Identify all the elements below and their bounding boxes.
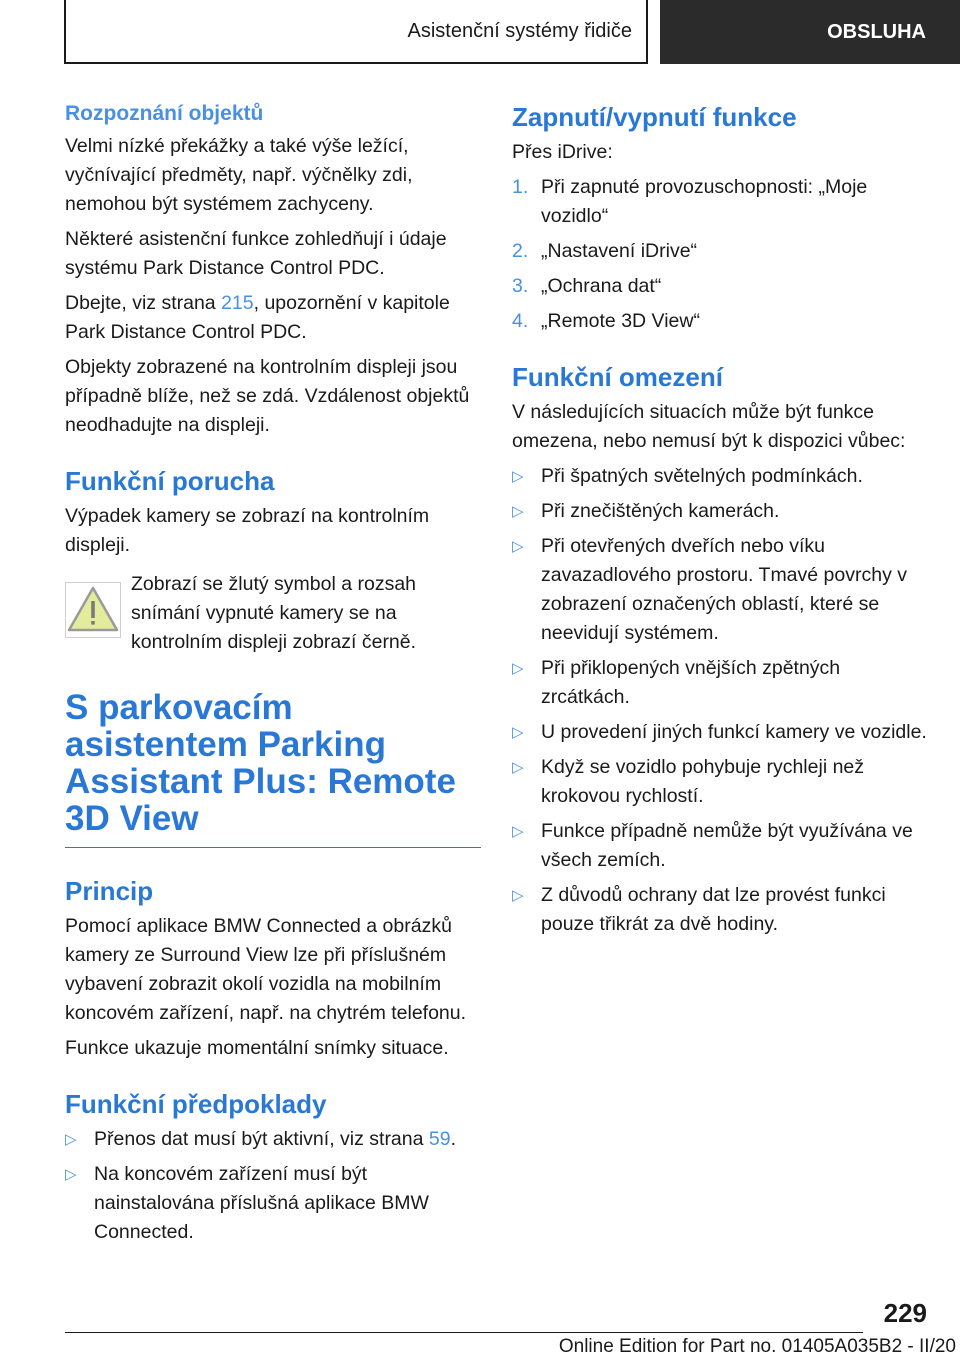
triangle-right-icon: ▷ (512, 660, 524, 677)
text: Přenos dat musí být aktivní, viz strana (94, 1128, 429, 1150)
paragraph: Velmi nízké překážky a také výše ležící, vyčnívající předměty, např. výčnělky zdi, nemohou být systémem zachyceny. (65, 135, 413, 215)
list-item (512, 272, 932, 301)
header-tab-label: OBSLUHA (827, 20, 926, 43)
page-number: 229 (883, 1298, 927, 1328)
heading-zapnuti: Zapnutí/vypnutí funkce (512, 102, 797, 132)
text: . (450, 1128, 457, 1150)
heading-omezeni: Funkční omezení (512, 362, 723, 392)
list-item (512, 307, 932, 336)
right-column (512, 100, 932, 945)
text: Dbejte, viz strana (65, 292, 222, 314)
list-item (512, 173, 932, 231)
warning-text: Zobrazí se žlutý symbol a rozsah snímání vypnuté kamery se na kontrolním displeji zobrazí černě. (131, 573, 417, 653)
triangle-right-icon: ▷ (512, 468, 524, 485)
step-text: Při zapnuté provozuschopnosti: „Moje vozidlo“ (541, 176, 868, 227)
heading-porucha: Funkční porucha (65, 466, 275, 496)
chapter-title: S parkovacím asistentem Parking Assistant Plus: Remote 3D View (65, 689, 481, 848)
prerequisites-list (65, 1125, 481, 1247)
paragraph: Objekty zobrazené na kontrolním displeji jsou případně blíže, než se zdá. Vzdálenost objektů neodhadujte na displeji. (65, 356, 470, 436)
triangle-right-icon: ▷ (512, 503, 524, 520)
triangle-right-icon: ▷ (65, 1131, 77, 1148)
text: , upozornění v kapitole Park Distance Control PDC. (65, 292, 450, 343)
triangle-right-icon: ▷ (65, 1166, 77, 1183)
heading-rozpoznani: Rozpoznání objektů (65, 102, 264, 125)
triangle-right-icon: ▷ (512, 724, 524, 741)
list-item (512, 881, 932, 939)
list-item (65, 1125, 481, 1154)
text: Při přiklopených vnějších zpětných zrcátkách. (541, 657, 841, 708)
limitations-list (512, 462, 932, 939)
footer-edition: Online Edition for Part no. 01405A035B2 - II/20 (558, 1336, 956, 1357)
paragraph-with-link (65, 289, 481, 347)
footer-divider (65, 1332, 863, 1333)
step-number: 4. (512, 310, 529, 332)
paragraph: Přes iDrive: (512, 141, 613, 163)
text: Z důvodů ochrany dat lze provést funkci pouze třikrát za dvě hodiny. (541, 884, 886, 935)
paragraph: V následujících situacích může být funkce omezena, nebo nemusí být k dispozici vůbec: (512, 401, 906, 452)
list-item (512, 654, 932, 712)
text: Při znečištěných kamerách. (541, 500, 780, 522)
text: Při špatných světelných podmínkách. (541, 465, 863, 487)
header-tab (660, 0, 960, 64)
page-link-59[interactable]: 59 (428, 1128, 451, 1150)
page-link-215[interactable]: 215 (221, 292, 254, 314)
paragraph: Výpadek kamery se zobrazí na kontrolním displeji. (65, 505, 430, 556)
paragraph: Některé asistenční funkce zohledňují i údaje systému Park Distance Control PDC. (65, 228, 447, 279)
triangle-right-icon: ▷ (512, 887, 524, 904)
triangle-right-icon: ▷ (512, 823, 524, 840)
list-item (65, 1160, 481, 1247)
text: Při otevřených dveřích nebo víku zavazadlového prostoru. Tmavé povrchy v zobrazení označených oblastí, které se neevidují systémem. (541, 535, 907, 644)
warning-triangle-icon (65, 582, 121, 638)
list-item (512, 532, 932, 648)
step-number: 2. (512, 240, 529, 262)
step-text: „Nastavení iDrive“ (541, 240, 698, 262)
list-item (512, 753, 932, 811)
list-item (512, 237, 932, 266)
text: Když se vozidlo pohybuje rychleji než krokovou rychlostí. (541, 756, 865, 807)
paragraph: Pomocí aplikace BMW Connected a obrázků kamery ze Surround View lze při příslušném vybavení zobrazit okolí vozidla na mobilním koncovém zařízení, např. na chytrém telefonu. (65, 915, 467, 1024)
text: Funkce případně nemůže být využívána ve všech zemích. (541, 820, 913, 871)
list-item (512, 497, 932, 526)
heading-princip: Princip (65, 876, 154, 906)
step-text: „Remote 3D View“ (541, 310, 700, 332)
step-text: „Ochrana dat“ (541, 275, 662, 297)
list-item (512, 462, 932, 491)
warning-note (65, 570, 481, 657)
text: Na koncovém zařízení musí být nainstalována příslušná aplikace BMW Connected. (94, 1163, 429, 1243)
step-number: 3. (512, 275, 529, 297)
header-section-title (64, 0, 648, 64)
triangle-right-icon: ▷ (512, 759, 524, 776)
paragraph: Funkce ukazuje momentální snímky situace. (65, 1037, 449, 1059)
left-column (65, 100, 481, 1253)
triangle-right-icon: ▷ (512, 538, 524, 555)
text: U provedení jiných funkcí kamery ve vozidle. (541, 721, 927, 743)
header-section-label: Asistenční systémy řidiče (407, 19, 632, 42)
list-item (512, 718, 932, 747)
heading-predpoklady: Funkční předpoklady (65, 1089, 327, 1119)
steps-list (512, 173, 932, 336)
list-item (512, 817, 932, 875)
step-number: 1. (512, 176, 529, 198)
